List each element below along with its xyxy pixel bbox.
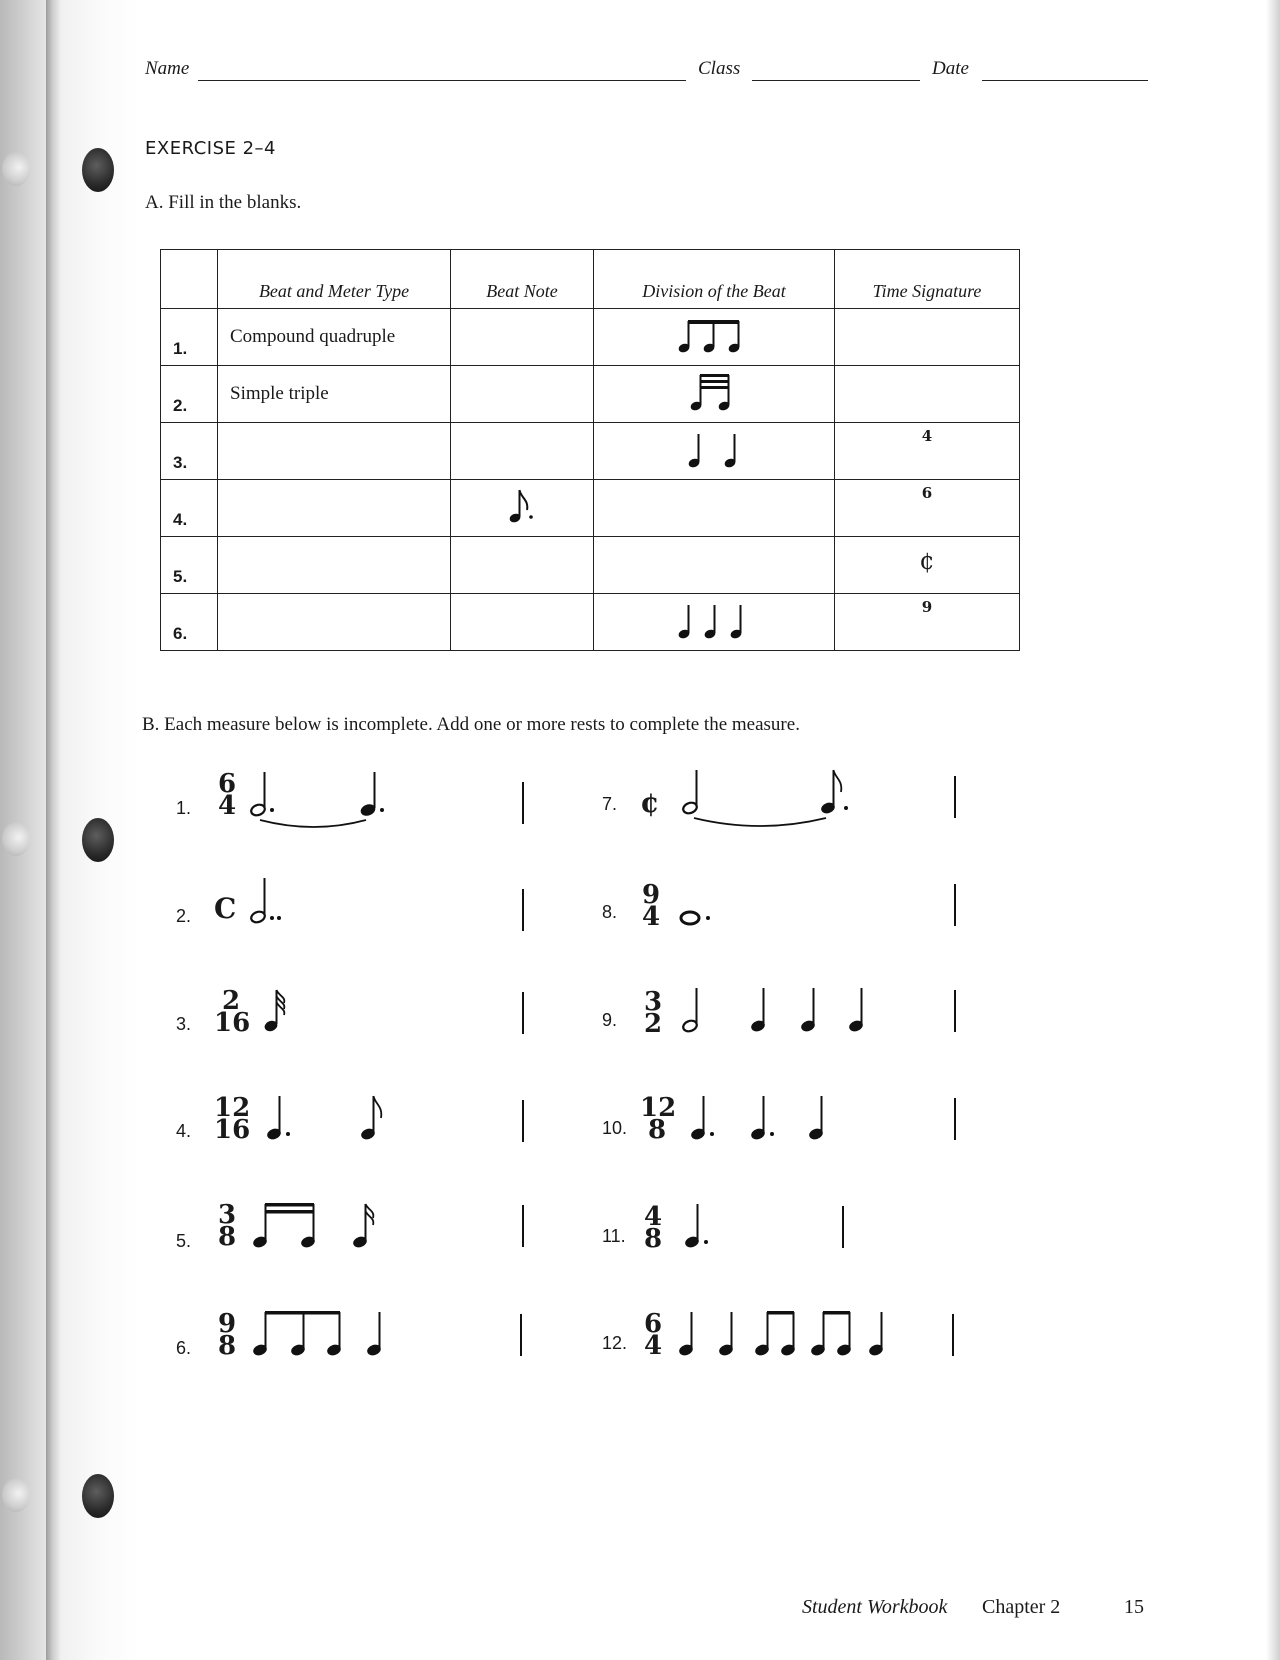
- division-cell: [594, 594, 835, 651]
- measure-number: 5.: [176, 1231, 192, 1251]
- measure-notes: [250, 1198, 380, 1252]
- measure-notes: [676, 1306, 906, 1360]
- punch-hole: [82, 1474, 114, 1518]
- meter-type-cell[interactable]: [218, 423, 451, 480]
- measure-notes: [246, 872, 296, 932]
- beat-note-cell[interactable]: [451, 309, 594, 366]
- barline: [522, 782, 524, 824]
- beat-note-cell[interactable]: [451, 423, 594, 480]
- punch-hole: [82, 148, 114, 192]
- date-label: Date: [932, 58, 969, 79]
- table-row: [161, 366, 1020, 423]
- name-blank[interactable]: [198, 80, 686, 81]
- measure-notes: [244, 762, 404, 832]
- time-signature: 6 4: [643, 1309, 663, 1361]
- table-header-row: [161, 250, 1020, 309]
- cut-time-symbol: ¢: [640, 786, 660, 819]
- col-header: Beat and Meter Type: [218, 250, 451, 309]
- barline: [522, 992, 524, 1034]
- fill-in-table: [160, 249, 1020, 651]
- two-quarters-icon: [684, 428, 744, 470]
- row-number: 5.: [161, 537, 218, 594]
- meter-type-cell[interactable]: [218, 594, 451, 651]
- table-row: [161, 537, 1020, 594]
- row-number: 3.: [161, 423, 218, 480]
- measure-number: 4.: [176, 1121, 192, 1141]
- col-header: Beat Note: [451, 250, 594, 309]
- col-header: Time Signature: [835, 250, 1020, 309]
- time-signature-cell: ¢: [835, 537, 1020, 594]
- meter-type-cell: Simple triple: [218, 366, 451, 423]
- measure-number: 2.: [176, 906, 192, 926]
- time-signature-cell: 4: [835, 423, 1020, 480]
- part-a-instruction: A. Fill in the blanks.: [145, 192, 302, 213]
- corner-cell: [161, 250, 218, 309]
- binder-ring: [2, 152, 30, 186]
- time-signature: 12 16: [214, 1093, 251, 1145]
- table-row: [161, 480, 1020, 537]
- measure-number: 11.: [602, 1226, 626, 1246]
- footer-chapter: Chapter 2: [982, 1596, 1061, 1618]
- time-signature: 3 8: [217, 1200, 237, 1252]
- measure-notes: [262, 986, 302, 1036]
- measure-notes: [676, 762, 876, 832]
- beamed-thirtyseconds-icon: [684, 371, 744, 413]
- row-number: 6.: [161, 594, 218, 651]
- time-signature: 12 8: [640, 1093, 677, 1145]
- name-label: Name: [145, 58, 190, 79]
- beat-note-cell[interactable]: [451, 366, 594, 423]
- beamed-eighths-icon: [674, 315, 754, 355]
- barline: [954, 1098, 956, 1140]
- division-cell: [594, 366, 835, 423]
- binder-ring: [2, 822, 30, 856]
- barline: [522, 1205, 524, 1247]
- beat-note-cell: [451, 480, 594, 537]
- division-cell: [594, 309, 835, 366]
- beat-note-cell[interactable]: [451, 594, 594, 651]
- measure-number: 10.: [602, 1118, 628, 1138]
- barline: [954, 776, 956, 818]
- measure-number: 9.: [602, 1010, 618, 1030]
- measure-number: 3.: [176, 1014, 192, 1034]
- barline: [842, 1206, 844, 1248]
- page-number: 15: [1124, 1596, 1144, 1618]
- meter-type-cell[interactable]: [218, 537, 451, 594]
- time-signature-cell[interactable]: [835, 366, 1020, 423]
- meter-type-cell[interactable]: [218, 480, 451, 537]
- meter-type-cell: Compound quadruple: [218, 309, 451, 366]
- binder-ring: [2, 1478, 30, 1512]
- time-signature: 2 16: [214, 986, 251, 1038]
- common-time-symbol: C: [214, 892, 237, 925]
- punch-hole: [82, 818, 114, 862]
- binding-edge: [46, 0, 60, 1660]
- division-cell: [594, 423, 835, 480]
- table-row: [161, 423, 1020, 480]
- barline: [952, 1314, 954, 1356]
- measure-notes: [676, 900, 726, 930]
- footer-book-title: Student Workbook: [802, 1596, 948, 1618]
- time-signature: 4 8: [643, 1202, 663, 1254]
- measure-number: 8.: [602, 902, 618, 922]
- time-signature: 3 2: [643, 987, 663, 1039]
- class-blank[interactable]: [752, 80, 920, 81]
- col-header: Division of the Beat: [594, 250, 835, 309]
- measure-number: 1.: [176, 798, 192, 818]
- measure-notes: [264, 1090, 394, 1144]
- division-cell[interactable]: [594, 480, 835, 537]
- measure-notes: [250, 1306, 390, 1360]
- table-row: [161, 309, 1020, 366]
- measure-notes: [688, 1090, 838, 1144]
- part-b-instruction: B. Each measure below is incomplete. Add one or more rests to complete the measure.: [142, 714, 800, 735]
- class-label: Class: [698, 58, 741, 79]
- barline: [520, 1314, 522, 1356]
- three-quarters-icon: [674, 599, 754, 641]
- measure-notes: [676, 984, 886, 1038]
- measure-number: 12.: [602, 1333, 628, 1353]
- time-signature: 9 8: [217, 1309, 237, 1361]
- barline: [522, 1100, 524, 1142]
- time-signature-cell: 9: [835, 594, 1020, 651]
- row-number: 1.: [161, 309, 218, 366]
- exercise-title: EXERCISE 2–4: [145, 138, 276, 159]
- measure-notes: [682, 1198, 732, 1252]
- time-signature-cell: 6: [835, 480, 1020, 537]
- measure-number: 7.: [602, 794, 618, 814]
- time-signature-cell[interactable]: [835, 309, 1020, 366]
- table-row: [161, 594, 1020, 651]
- date-blank[interactable]: [982, 80, 1148, 81]
- dotted-eighth-icon: [507, 486, 537, 526]
- time-signature: 9 4: [641, 880, 661, 932]
- barline: [522, 889, 524, 931]
- barline: [954, 990, 956, 1032]
- beat-note-cell[interactable]: [451, 537, 594, 594]
- time-signature: 6 4: [217, 769, 237, 821]
- barline: [954, 884, 956, 926]
- row-number: 4.: [161, 480, 218, 537]
- row-number: 2.: [161, 366, 218, 423]
- page-right-edge: [1266, 0, 1280, 1660]
- division-cell[interactable]: [594, 537, 835, 594]
- measure-number: 6.: [176, 1338, 192, 1358]
